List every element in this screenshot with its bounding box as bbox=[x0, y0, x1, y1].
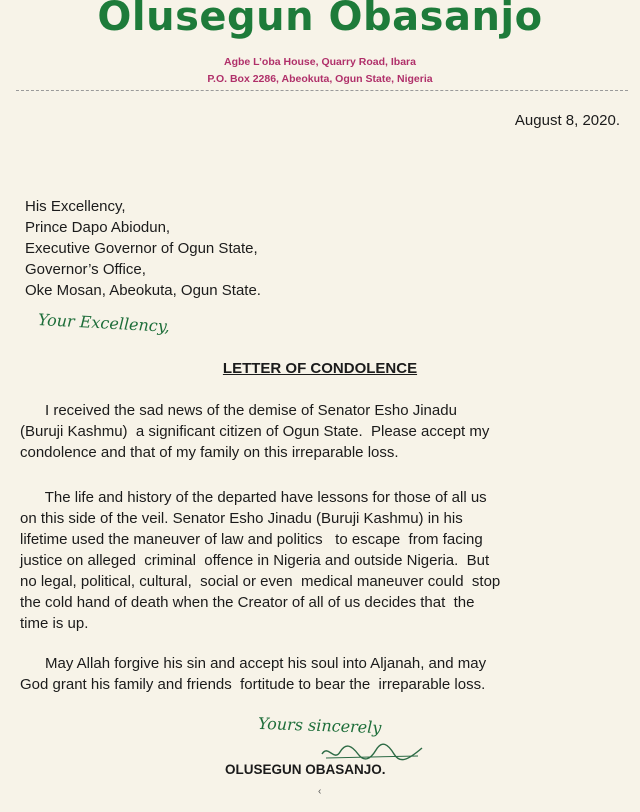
paragraph-1 bbox=[20, 400, 620, 463]
paragraph-line: lifetime used the maneuver of law and politics to escape from facing bbox=[20, 531, 483, 548]
recipient-block bbox=[25, 196, 261, 301]
paragraph-line: justice on alleged criminal offence in Nigeria and outside Nigeria. But bbox=[20, 552, 490, 569]
signatory-name: OLUSEGUN OBASANJO. bbox=[225, 762, 386, 777]
recipient-line: His Excellency, bbox=[25, 198, 126, 215]
paragraph-line: no legal, political, cultural, social or even medical maneuver could stop bbox=[20, 573, 501, 590]
paragraph-line: condolence and that of my family on this irreparable loss. bbox=[20, 444, 399, 461]
paragraph-line: time is up. bbox=[20, 615, 89, 632]
handwritten-salutation: Your Excellency, bbox=[37, 310, 171, 336]
paragraph-line: the cold hand of death when the Creator of all of us decides that the bbox=[20, 594, 475, 611]
paragraph-line: The life and history of the departed have lessons for those of all us bbox=[20, 489, 487, 506]
paragraph-line: I received the sad news of the demise of Senator Esho Jinadu bbox=[20, 402, 457, 419]
small-mark: ‹ bbox=[318, 786, 322, 797]
letterhead-address-line1: Agbe L’oba House, Quarry Road, Ibara bbox=[224, 56, 416, 68]
letterhead-divider bbox=[16, 90, 628, 91]
recipient-line: Governor’s Office, bbox=[25, 261, 146, 278]
recipient-line: Prince Dapo Abiodun, bbox=[25, 219, 171, 236]
recipient-line: Oke Mosan, Abeokuta, Ogun State. bbox=[25, 282, 261, 299]
paragraph-line: May Allah forgive his sin and accept his soul into Aljanah, and may bbox=[20, 655, 487, 672]
paragraph-line: (Buruji Kashmu) a significant citizen of Ogun State. Please accept my bbox=[20, 423, 490, 440]
letter-date: August 8, 2020. bbox=[514, 112, 620, 129]
subject-heading bbox=[0, 360, 640, 378]
handwritten-closing: Yours sincerely bbox=[257, 713, 382, 738]
paragraph-line: God grant his family and friends fortitude to bear the irreparable loss. bbox=[20, 676, 486, 693]
recipient-line: Executive Governor of Ogun State, bbox=[25, 240, 258, 257]
signature-scribble bbox=[318, 740, 428, 764]
paragraph-line: on this side of the veil. Senator Esho Jinadu (Buruji Kashmu) in his bbox=[20, 510, 463, 527]
letterhead-name: Olusegun Obasanjo bbox=[97, 0, 543, 40]
paragraph-3 bbox=[20, 653, 620, 695]
letterhead-address-line2: P.O. Box 2286, Abeokuta, Ogun State, Nigeria bbox=[207, 73, 433, 85]
subject-text: LETTER OF CONDOLENCE bbox=[222, 360, 418, 377]
paragraph-2 bbox=[20, 487, 620, 634]
